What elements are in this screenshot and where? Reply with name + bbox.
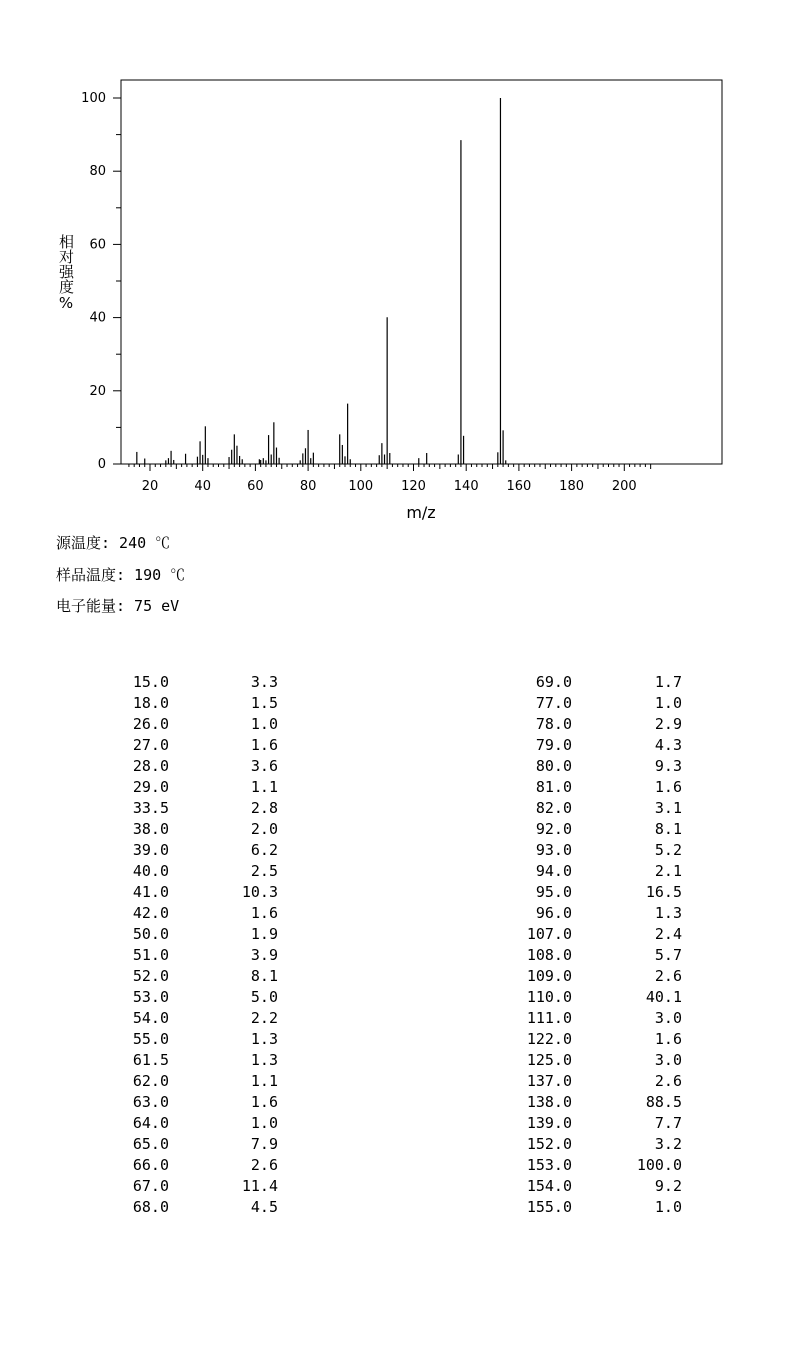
table-row	[400, 903, 700, 924]
table-row	[400, 1092, 700, 1113]
abundance-value: 1.0	[654, 1198, 682, 1216]
table-row	[400, 1113, 700, 1134]
mz-value: 29.0	[132, 778, 169, 796]
abundance-value: 11.4	[241, 1177, 278, 1195]
mz-value: 63.0	[132, 1093, 169, 1111]
mz-value: 122.0	[526, 1030, 572, 1048]
abundance-value: 1.6	[250, 1093, 278, 1111]
abundance-value: 9.3	[654, 757, 682, 775]
mz-value: 62.0	[132, 1072, 169, 1090]
abundance-value: 7.7	[654, 1114, 682, 1132]
abundance-value: 3.0	[654, 1009, 682, 1027]
abundance-value: 2.6	[250, 1156, 278, 1174]
table-row	[400, 1029, 700, 1050]
abundance-value: 3.3	[250, 673, 278, 691]
mz-value: 18.0	[132, 694, 169, 712]
table-row	[0, 987, 300, 1008]
table-row	[400, 840, 700, 861]
abundance-value: 4.5	[250, 1198, 278, 1216]
table-row	[0, 777, 300, 798]
mz-value: 54.0	[132, 1009, 169, 1027]
table-row	[0, 882, 300, 903]
abundance-value: 16.5	[645, 883, 682, 901]
abundance-value: 2.2	[250, 1009, 278, 1027]
abundance-value: 1.7	[654, 673, 682, 691]
table-row	[0, 840, 300, 861]
table-row	[0, 966, 300, 987]
table-row	[400, 777, 700, 798]
mz-value: 107.0	[526, 925, 572, 943]
table-row	[0, 735, 300, 756]
x-tick-label: 80	[299, 479, 317, 494]
mz-value: 96.0	[535, 904, 572, 922]
abundance-value: 4.3	[654, 736, 682, 754]
table-row	[400, 861, 700, 882]
table-row	[400, 1176, 700, 1197]
mz-value: 111.0	[526, 1009, 572, 1027]
x-tick-label: 120	[401, 479, 426, 494]
table-row	[400, 1008, 700, 1029]
abundance-value: 3.6	[250, 757, 278, 775]
abundance-value: 2.6	[654, 1072, 682, 1090]
table-row	[400, 945, 700, 966]
abundance-value: 3.0	[654, 1051, 682, 1069]
x-axis-label: m/z	[406, 503, 436, 522]
abundance-value: 40.1	[645, 988, 682, 1006]
table-row	[0, 1050, 300, 1071]
table-row	[400, 1050, 700, 1071]
table-row	[0, 1155, 300, 1176]
x-tick-label: 200	[611, 479, 637, 494]
abundance-value: 1.3	[654, 904, 682, 922]
table-row	[0, 798, 300, 819]
abundance-value: 3.2	[654, 1135, 682, 1153]
mz-value: 110.0	[526, 988, 572, 1006]
abundance-value: 100.0	[636, 1156, 682, 1174]
y-tick-label: 20	[89, 383, 106, 399]
table-row	[400, 735, 700, 756]
mz-value: 109.0	[526, 967, 572, 985]
abundance-value: 1.1	[250, 778, 278, 796]
mz-value: 64.0	[132, 1114, 169, 1132]
abundance-value: 1.6	[654, 1030, 682, 1048]
mz-value: 138.0	[526, 1093, 572, 1111]
mz-value: 61.5	[132, 1051, 169, 1069]
abundance-value: 2.9	[654, 715, 682, 733]
abundance-value: 9.2	[654, 1177, 682, 1195]
mz-value: 39.0	[132, 841, 169, 859]
peak-bars	[137, 98, 506, 464]
abundance-value: 1.9	[250, 925, 278, 943]
abundance-value: 2.8	[250, 799, 278, 817]
abundance-value: 3.9	[250, 946, 278, 964]
mz-value: 50.0	[132, 925, 169, 943]
abundance-value: 3.1	[654, 799, 682, 817]
table-row	[0, 924, 300, 945]
table-row	[400, 966, 700, 987]
abundance-value: 1.0	[250, 1114, 278, 1132]
abundance-value: 5.7	[654, 946, 682, 964]
mz-value: 15.0	[132, 673, 169, 691]
mz-value: 77.0	[535, 694, 572, 712]
abundance-value: 2.1	[654, 862, 682, 880]
mz-value: 139.0	[526, 1114, 572, 1132]
x-tick-label: 20	[141, 479, 159, 494]
table-row	[400, 1134, 700, 1155]
table-row	[400, 672, 700, 693]
mz-value: 66.0	[132, 1156, 169, 1174]
mz-value: 27.0	[132, 736, 169, 754]
mz-value: 51.0	[132, 946, 169, 964]
abundance-value: 2.5	[250, 862, 278, 880]
mz-value: 95.0	[535, 883, 572, 901]
mz-value: 38.0	[132, 820, 169, 838]
abundance-value: 5.0	[250, 988, 278, 1006]
mz-value: 65.0	[132, 1135, 169, 1153]
table-row	[0, 1071, 300, 1092]
table-row	[0, 1197, 300, 1218]
y-tick-label: 100	[81, 91, 106, 106]
table-row	[0, 1176, 300, 1197]
mz-value: 40.0	[132, 862, 169, 880]
mz-value: 79.0	[535, 736, 572, 754]
peak-table-left	[0, 672, 300, 1218]
table-row	[0, 1134, 300, 1155]
table-row	[0, 714, 300, 735]
table-row	[400, 756, 700, 777]
table-row	[0, 945, 300, 966]
mz-value: 82.0	[535, 799, 572, 817]
mass-spectrum-chart	[0, 0, 794, 530]
x-tick-label: 40	[194, 479, 211, 494]
x-tick-label: 140	[453, 479, 479, 494]
mz-value: 153.0	[526, 1156, 572, 1174]
mz-value: 28.0	[132, 757, 169, 775]
table-row	[400, 798, 700, 819]
table-row	[400, 819, 700, 840]
table-row	[400, 714, 700, 735]
abundance-value: 1.6	[250, 904, 278, 922]
mz-value: 41.0	[132, 883, 169, 901]
abundance-value: 1.0	[250, 715, 278, 733]
table-row	[400, 1071, 700, 1092]
mz-value: 81.0	[535, 778, 572, 796]
mz-value: 42.0	[132, 904, 169, 922]
mz-value: 137.0	[526, 1072, 572, 1090]
abundance-value: 1.3	[250, 1030, 278, 1048]
source-temperature: 源温度: 240 ℃	[56, 534, 171, 552]
y-axis	[81, 91, 121, 472]
abundance-value: 8.1	[654, 820, 682, 838]
abundance-value: 1.0	[654, 694, 682, 712]
table-row	[0, 672, 300, 693]
mz-value: 26.0	[132, 715, 169, 733]
table-row	[0, 819, 300, 840]
table-row	[0, 1008, 300, 1029]
mz-value: 152.0	[526, 1135, 572, 1153]
mz-value: 80.0	[535, 757, 572, 775]
abundance-value: 5.2	[654, 841, 682, 859]
table-row	[400, 1197, 700, 1218]
plot-frame	[121, 80, 722, 464]
y-tick-label: 40	[89, 310, 106, 326]
x-tick-label: 180	[559, 479, 585, 494]
mz-value: 94.0	[535, 862, 572, 880]
table-row	[0, 693, 300, 714]
y-tick-label: 60	[89, 237, 106, 253]
abundance-value: 1.5	[250, 694, 278, 712]
abundance-value: 8.1	[250, 967, 278, 985]
x-tick-label: 100	[348, 479, 374, 494]
mz-value: 125.0	[526, 1051, 572, 1069]
abundance-value: 2.0	[250, 820, 278, 838]
table-row	[400, 1155, 700, 1176]
table-row	[400, 924, 700, 945]
table-row	[400, 882, 700, 903]
x-tick-label: 160	[506, 479, 532, 494]
electron-energy: 电子能量: 75 eV	[56, 597, 180, 615]
x-axis	[129, 464, 651, 494]
table-row	[0, 1029, 300, 1050]
mz-value: 67.0	[132, 1177, 169, 1195]
mz-value: 154.0	[526, 1177, 572, 1195]
abundance-value: 1.6	[654, 778, 682, 796]
abundance-value: 10.3	[241, 883, 278, 901]
mz-value: 92.0	[535, 820, 572, 838]
abundance-value: 2.6	[654, 967, 682, 985]
mz-value: 78.0	[535, 715, 572, 733]
table-row	[400, 987, 700, 1008]
sample-temperature: 样品温度: 190 ℃	[56, 566, 186, 584]
table-row	[0, 1092, 300, 1113]
table-row	[0, 756, 300, 777]
table-row	[400, 693, 700, 714]
y-axis-label: 相对强度%	[57, 234, 75, 312]
y-tick-label: 0	[97, 457, 106, 472]
mz-value: 53.0	[132, 988, 169, 1006]
table-row	[0, 1113, 300, 1134]
mz-value: 33.5	[132, 799, 169, 817]
mz-value: 108.0	[526, 946, 572, 964]
mz-value: 55.0	[132, 1030, 169, 1048]
table-row	[0, 861, 300, 882]
abundance-value: 6.2	[250, 841, 278, 859]
abundance-value: 1.6	[250, 736, 278, 754]
table-row	[0, 903, 300, 924]
abundance-value: 88.5	[645, 1093, 682, 1111]
abundance-value: 1.1	[250, 1072, 278, 1090]
x-tick-label: 60	[247, 479, 264, 494]
mz-value: 69.0	[535, 673, 572, 691]
abundance-value: 7.9	[250, 1135, 278, 1153]
abundance-value: 2.4	[654, 925, 682, 943]
mz-value: 155.0	[526, 1198, 572, 1216]
peak-table-right	[400, 672, 700, 1218]
mz-value: 52.0	[132, 967, 169, 985]
mz-value: 68.0	[132, 1198, 169, 1216]
mz-value: 93.0	[535, 841, 572, 859]
y-tick-label: 80	[89, 164, 106, 180]
abundance-value: 1.3	[250, 1051, 278, 1069]
